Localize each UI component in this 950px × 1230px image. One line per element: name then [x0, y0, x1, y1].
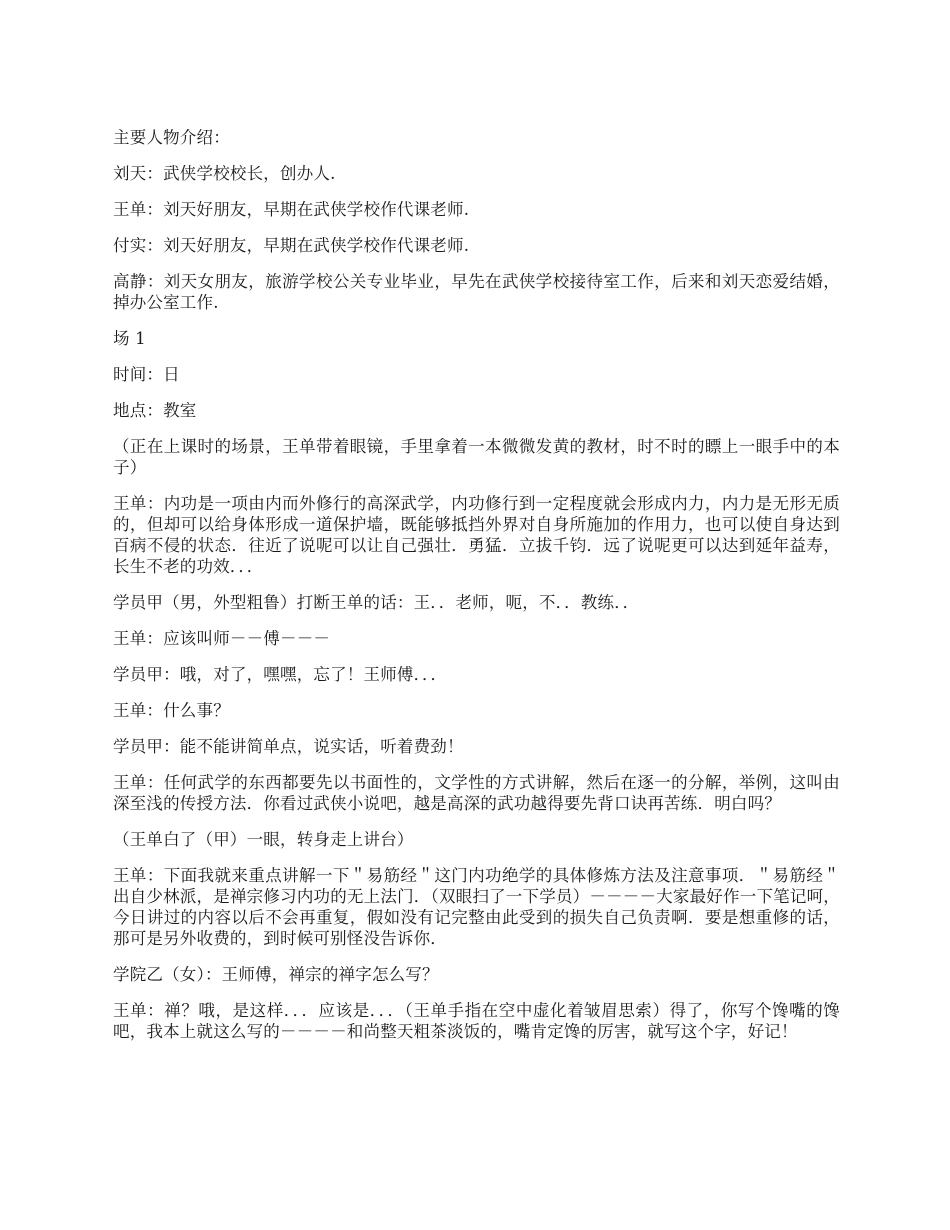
dialogue-line: 学员甲：哦，对了，嘿嘿，忘了！王师傅．．． [113, 665, 448, 684]
cast-heading: 主要人物介绍： [113, 128, 230, 147]
stage-direction: （正在上课时的场景，王单带着眼镜，手里拿着一本微微发黄的教材，时不时的瞟上一眼手中的本子） [113, 437, 840, 477]
cast-wang-dan: 王单：刘天好朋友，早期在武侠学校作代课老师. [113, 200, 470, 219]
cast-fu-shi: 付实：刘天好朋友，早期在武侠学校作代课老师. [113, 236, 470, 255]
dialogue-line: 王单：什么事？ [113, 701, 230, 720]
document-body [113, 127, 840, 1057]
dialogue-line: 学员甲：能不能讲简单点，说实话，听着费劲！ [113, 737, 464, 756]
dialogue-line: 王单：禅？哦，是这样．．．应该是．．．（王单手指在空中虚化着皱眉思索）得了，你写个馋嘴的馋吧，我本上就这么写的－－－－和尚整天粗茶淡饭的，嘴肯定馋的厉害，就写这个字，好记！ [113, 1001, 840, 1041]
dialogue-line: 王单：下面我就来重点讲解一下＂易筋经＂这门内功绝学的具体修炼方法及注意事项．＂易筋经＂出自少林派，是禅宗修习内功的无上法门．（双眼扫了一下学员）－－－－大家最好作一下笔记呵，今日讲过的内容以后不会再重复，假如没有记完整由此受到的损失自己负责啊．要是想重修的话，那可是另外收费的，到时候可别怪没告诉你． [113, 866, 840, 948]
scene-location: 地点：教室 [113, 401, 197, 420]
dialogue-line: 王单：内功是一项由内而外修行的高深武学，内功修行到一定程度就会形成内力，内力是无形无质的，但却可以给身体形成一道保护墙，既能够抵挡外界对自身所施加的作用力，也可以使自身达到百病不侵的状态．往近了说呢可以让自己强壮．勇猛．立拔千钧．远了说呢更可以达到延年益寿，长生不老的功效．．． [113, 494, 840, 576]
stage-direction: （王单白了（甲）一眼，转身走上讲台） [113, 830, 414, 849]
dialogue-line: 学院乙（女）：王师傅，禅宗的禅字怎么写？ [113, 965, 439, 984]
dialogue-line: 王单：应该叫师－－傅－－－ [113, 629, 331, 648]
dialogue-line: 王单：任何武学的东西都要先以书面性的，文学性的方式讲解，然后在逐一的分解，举例，这叫由深至浅的传授方法．你看过武侠小说吧，越是高深的武功越得要先背口诀再苦练．明白吗？ [113, 773, 840, 813]
cast-liu-tian: 刘天：武侠学校校长，创办人. [113, 164, 336, 183]
scene-heading: 场 1 [113, 329, 146, 348]
scene-time: 时间：日 [113, 365, 180, 384]
dialogue-line: 学员甲（男，外型粗鲁）打断王单的话：王．．老师，呃，不．．教练．． [113, 593, 640, 612]
cast-gao-jing: 高静：刘天女朋友，旅游学校公关专业毕业，早先在武侠学校接待室工作，后来和刘天恋爱结婚，掉办公室工作. [113, 272, 840, 312]
